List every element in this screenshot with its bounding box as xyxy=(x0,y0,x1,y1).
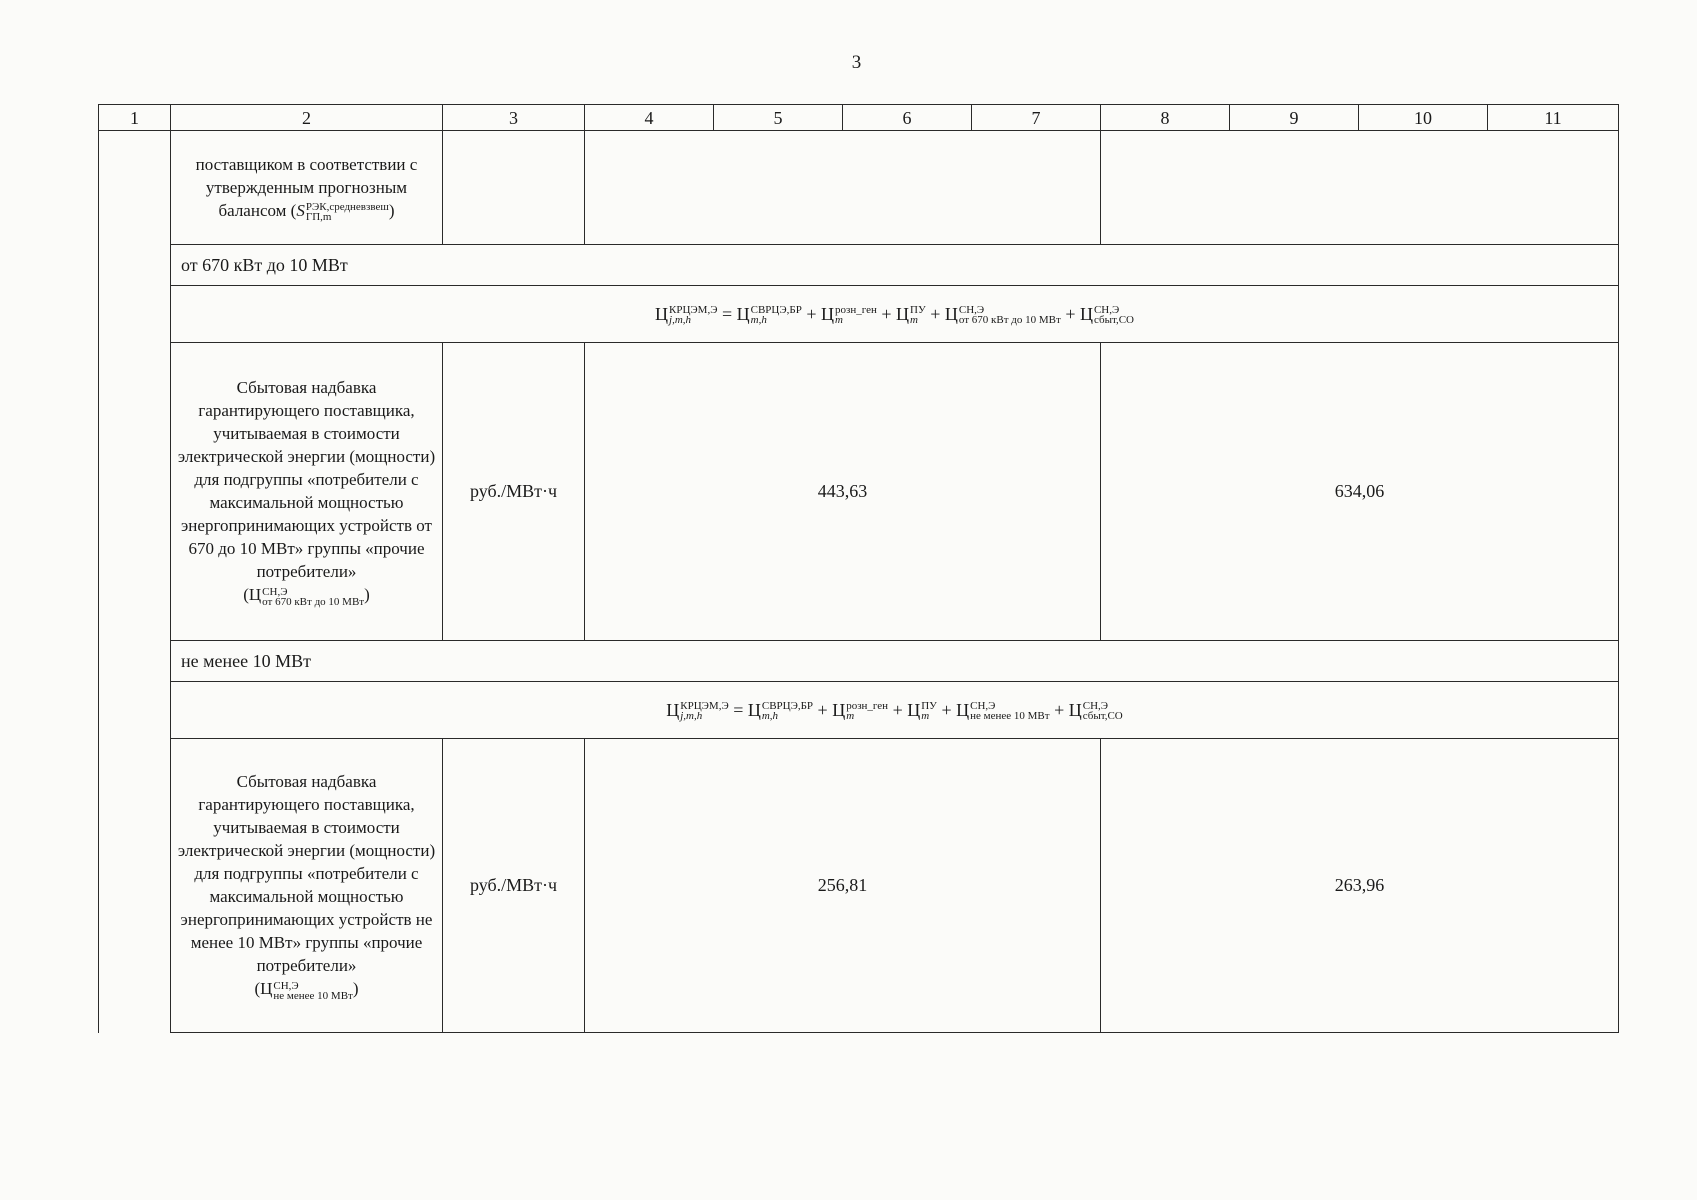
header-row xyxy=(99,105,1619,131)
continuation-value-second-half xyxy=(1101,131,1619,245)
header-col-7: 7 xyxy=(972,105,1101,131)
row-value-second-half: 263,96 xyxy=(1101,739,1619,1033)
column-1-cell xyxy=(99,131,171,1033)
row-value-first-half: 443,63 xyxy=(585,343,1101,641)
section-label-10mw-plus: не менее 10 МВт xyxy=(171,641,1619,682)
header-col-11: 11 xyxy=(1488,105,1619,131)
formula-row xyxy=(99,286,1619,343)
row-unit: руб./МВт·ч xyxy=(443,343,585,641)
header-col-1: 1 xyxy=(99,105,171,131)
row-description: Сбытовая надбавка гарантирующего поставщика, учитываемая в стоимости электрической энергии (мощности) для подгруппы «потребители с максимальной мощностью энергопринимающих устройств не менее 10 МВт» группы «прочие потребители» (Ц СН,Э не менее 10 МВт ) xyxy=(171,739,443,1033)
header-col-5: 5 xyxy=(714,105,843,131)
continuation-row xyxy=(99,131,1619,245)
continuation-description: поставщиком в соответствии с утвержденным прогнозным балансом (S РЭК,средневзвеш ГП,m ) xyxy=(171,131,443,245)
header-col-2: 2 xyxy=(171,105,443,131)
header-col-4: 4 xyxy=(585,105,714,131)
formula-670kw-10mw: Ц КРЦЭМ,Э j,m,h = Ц СВРЦЭ,БР m,h + Ц розн_ген m + Ц ПУ m + Ц СН,Э от 670 кВт до 10 МВт + Ц СН,Э сбыт,СО xyxy=(171,286,1619,343)
section-label-670kw-10mw: от 670 кВт до 10 МВт xyxy=(171,245,1619,286)
header-col-6: 6 xyxy=(843,105,972,131)
header-col-9: 9 xyxy=(1230,105,1359,131)
continuation-unit xyxy=(443,131,585,245)
formula-10mw-plus: Ц КРЦЭМ,Э j,m,h = Ц СВРЦЭ,БР m,h + Ц розн_ген m + Ц ПУ m + Ц СН,Э не менее 10 МВт + Ц СН,Э сбыт,СО xyxy=(171,682,1619,739)
row-unit: руб./МВт·ч xyxy=(443,739,585,1033)
section-label-row xyxy=(99,245,1619,286)
row-description: Сбытовая надбавка гарантирующего поставщика, учитываемая в стоимости электрической энергии (мощности) для подгруппы «потребители с максимальной мощностью энергопринимающих устройств от 670 до 10 МВт» группы «прочие потребители» (Ц СН,Э от 670 кВт до 10 МВт ) xyxy=(171,343,443,641)
data-row-10mw-plus xyxy=(99,739,1619,1033)
header-col-8: 8 xyxy=(1101,105,1230,131)
header-col-3: 3 xyxy=(443,105,585,131)
data-row-670kw-10mw xyxy=(99,343,1619,641)
row-value-first-half: 256,81 xyxy=(585,739,1101,1033)
continuation-value-first-half xyxy=(585,131,1101,245)
row-value-second-half: 634,06 xyxy=(1101,343,1619,641)
tariff-table xyxy=(98,104,1619,1033)
page-number: 3 xyxy=(851,52,862,73)
section-label-row xyxy=(99,641,1619,682)
header-col-10: 10 xyxy=(1359,105,1488,131)
formula-row xyxy=(99,682,1619,739)
